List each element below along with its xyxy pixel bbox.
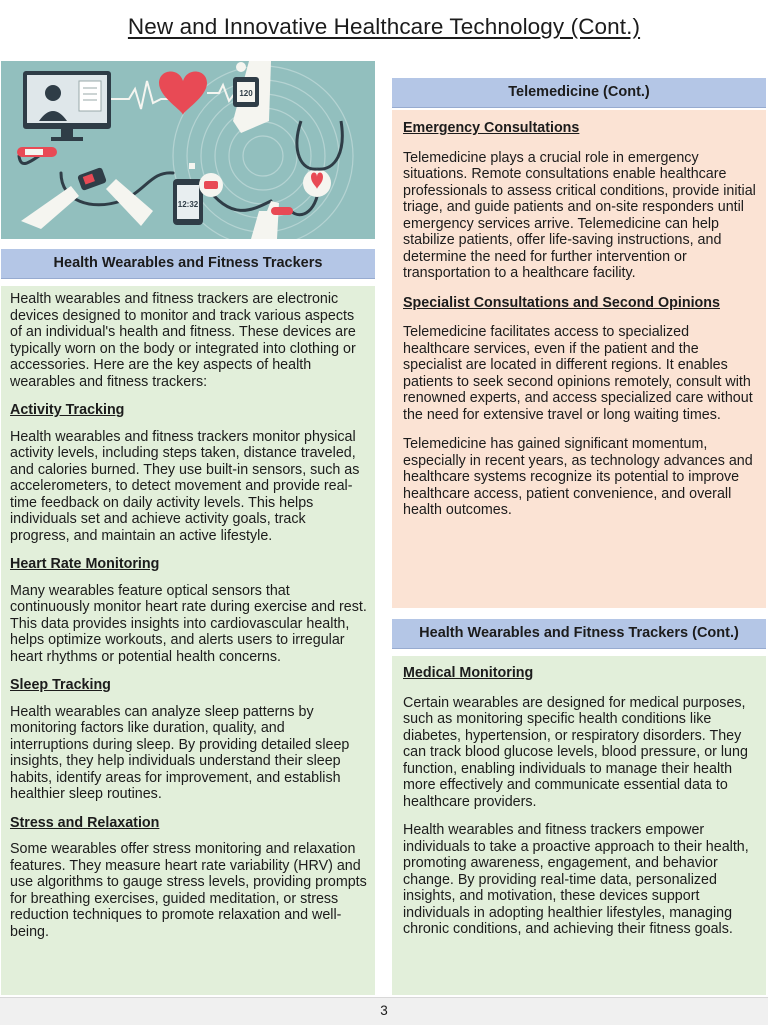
monitor-icon [23, 71, 111, 141]
hero-illustration [1, 61, 375, 239]
page-footer [0, 997, 768, 1025]
intro-paragraph: Health wearables and fitness trackers are electronic devices designed to monitor and track various aspects of an individual's health and fitness. These devices are typically worn on the body or integrated into clothing or accessories. Here are the key aspects of health wearables and fitness trackers: [10, 291, 356, 390]
right-top-header: Telemedicine (Cont.) [392, 78, 766, 108]
page-number: 3 [380, 1003, 388, 1018]
medical-monitoring-panel [392, 656, 766, 995]
svg-text:120: 120 [239, 89, 253, 98]
section-title: Emergency Consultations [403, 120, 580, 136]
page-title: New and Innovative Healthcare Technology (Cont.) [127, 14, 641, 39]
closing-paragraph: Health wearables and fitness trackers empower individuals to take a proactive approach to their health, promoting awareness, engagement, and behavior change. By providing real-time data, personalized insights, and motivation, these devices support individuals in adopting healthier lifestyles, managing chronic conditions, and achieving their fitness goals. [403, 822, 749, 937]
section-text: Certain wearables are designed for medical purposes, such as monitoring specific health conditions like diabetes, hypertension, or respiratory disorders. They can track blood glucose levels, blood pressure, or lung function, enabling individuals to manage their health more effectively and communicate essential data to healthcare providers. [403, 694, 748, 810]
section-text: Health wearables can analyze sleep patterns by monitoring factors like duration, quality, and interruptions during sleep. By providing detailed sleep insights, they help individuals understand their sleep habits, identify areas for improvement, and establish healthier sleep routines. [10, 703, 350, 802]
phone-icon [173, 179, 203, 225]
heart-icon [159, 71, 207, 115]
section-title: Heart Rate Monitoring [10, 556, 160, 572]
section-title: Specialist Consultations and Second Opinions [403, 294, 720, 311]
section-text: Some wearables offer stress monitoring and relaxation features. They measure heart rate variability (HRV) and use algorithms to gauge stress levels, providing prompts for breathing exercises, guided meditation, or stress reduction techniques to promote relaxation and well-being. [10, 841, 367, 940]
section-text: Telemedicine facilitates access to specialized healthcare services, even if the patient and the specialist are located in different regions. It enables patients to seek second opinions remotely, consult with renowned experts, and access specialized care without the need for extensive travel or long waiting times. [403, 324, 753, 423]
section-title: Activity Tracking [10, 402, 125, 418]
telemedicine-panel [392, 110, 766, 608]
left-section-header: Health Wearables and Fitness Trackers [1, 249, 375, 279]
section-title: Stress and Relaxation [10, 814, 160, 831]
left-content-panel [1, 286, 375, 995]
section-title: Sleep Tracking [10, 677, 111, 693]
section-text: Telemedicine plays a crucial role in emergency situations. Remote consultations enable healthcare professionals to assess critical conditions, provide initial triage, and guide patients and on-site responders until emergency services arrive. Telemedicine can help stabilize patients, offer life-saving instructions, and determine the need for further intervention or transportation to a healthcare facility. [403, 149, 756, 281]
svg-text:12:32: 12:32 [177, 200, 199, 209]
closing-paragraph: Telemedicine has gained significant momentum, especially in recent years, as technology advances and healthcare systems recognize its potential to improve healthcare access, patient convenience, and overall health outcomes. [403, 436, 753, 518]
thermometer-icon [17, 147, 57, 157]
section-title: Medical Monitoring [403, 665, 534, 681]
section-text: Health wearables and fitness trackers monitor physical activity levels, including steps taken, distance traveled, and calories burned. They use built-in sensors, such as accelerometers, to detect movement and provide real-time feedback on daily activity levels. This helps individuals set and achieve activity goals, track progress, and maintain an active lifestyle. [10, 428, 360, 544]
section-text: Many wearables feature optical sensors that continuously monitor heart rate during exercise and rest. This data provides insights into cardiovascular health, helps optimize workouts, and alerts users to irregular heart rhythms or potential health concerns. [10, 582, 367, 665]
right-bottom-header: Health Wearables and Fitness Trackers (Cont.) [392, 619, 766, 649]
